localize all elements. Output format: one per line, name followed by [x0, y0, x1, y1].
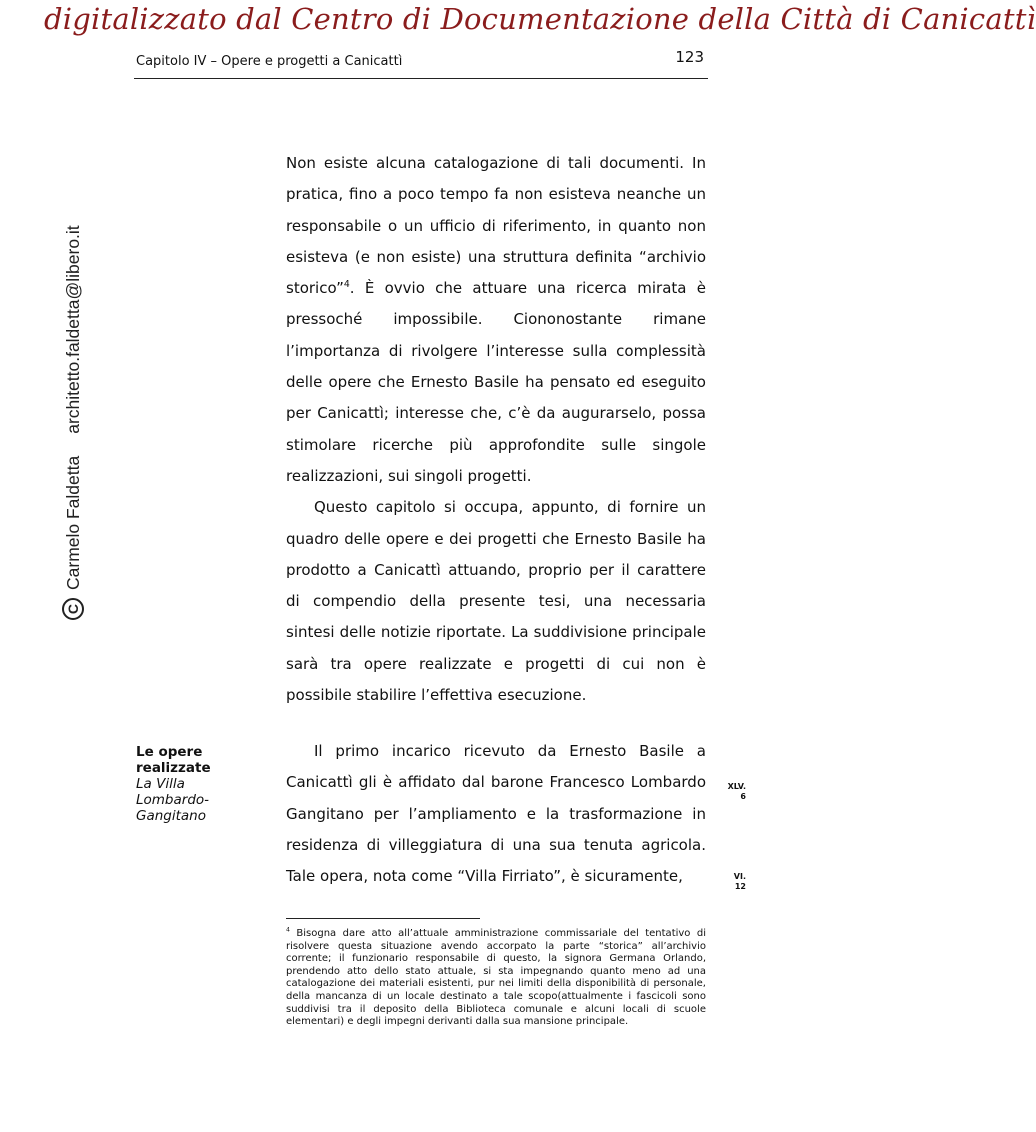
margin-reference	[706, 782, 746, 802]
copyright-icon: C	[62, 598, 84, 620]
section-subheading: La Villa Lombardo-Gangitano	[136, 776, 210, 824]
margin-heading	[136, 744, 256, 824]
footnote-text: Bisogna dare atto all’attuale amministrazione commissariale del tentativo di risolvere questa situazione avendo accorpato la parte “storica” all’archivio corrente; il funzionario responsabile di questo, la signora Germana Orlando, prendendo atto dello stato attuale, si sta impegnando quanto meno ad una catalogazione dei materiali esistenti, pur nei limiti della disponibilità di personale, della mancanza di un locale destinato a tale scopo(attualmente i fascicoli sono suddivisi tra il deposito della Biblioteca comunale e alcuni locali di scuole elementari) e degli impegni derivanti dalla sua mansione principale.	[286, 928, 706, 1028]
author-name: Carmelo Faldetta	[62, 455, 83, 590]
paragraph-2: Questo capitolo si occupa, appunto, di fornire un quadro delle opere e dei progetti che Ernesto Basile ha prodotto a Canicattì attuando, proprio per il carattere di compendio della presente tesi, una necessaria sintesi delle notizie riportate. La suddivisione principale sarà tra opere realizzate e progetti di cui non è possibile stabilire l’effettiva esecuzione.	[286, 498, 706, 705]
author-email: architetto.faldetta@libero.it	[62, 225, 83, 434]
reference-label: VI.	[733, 872, 746, 881]
reference-number: 12	[734, 882, 746, 891]
footnote	[286, 928, 706, 1029]
page-number: 123	[675, 48, 704, 66]
running-header	[134, 48, 708, 79]
reference-number: 6	[740, 792, 746, 801]
digitization-banner: digitalizzato dal Centro di Documentazione della Città di Canicattì	[44, 2, 1036, 36]
side-credit	[62, 225, 84, 620]
reference-label: XLV.	[727, 782, 746, 791]
footnote-number: 4	[286, 926, 290, 934]
paragraph-3: Il primo incarico ricevuto da Ernesto Basile a Canicattì gli è affidato dal barone Francesco Lombardo Gangitano per l’ampliamento e la trasformazione in residenza di villeggiatura di una sua tenuta agricola. Tale opera, nota come “Villa Firriato”, è sicuramente,	[286, 742, 706, 886]
body-text	[286, 148, 706, 711]
footnote-ref: 4	[343, 279, 350, 291]
paragraph-1: Non esiste alcuna catalogazione di tali documenti. In pratica, fino a poco tempo fa non esisteva neanche un responsabile o un ufficio di riferimento, in quanto non esisteva (e non esiste) una struttura definita “archivio storico”$^4$. È ovvio che attuare una ricerca mirata è pressoché impossibile. Ciononostante rimane l’importanza di rivolgere l’interesse sulla complessità delle opere che Ernesto Basile ha pensato ed eseguito per Canicattì; interesse che, c’è da augurarselo, possa stimolare ricerche più approfondite sulle singole realizzazioni, sui singoli progetti.	[286, 154, 706, 485]
margin-reference	[706, 872, 746, 892]
section-heading: Le opere realizzate	[136, 744, 211, 776]
footnote-separator	[286, 918, 480, 919]
chapter-title: Capitolo IV – Opere e progetti a Canicattì	[136, 54, 403, 69]
